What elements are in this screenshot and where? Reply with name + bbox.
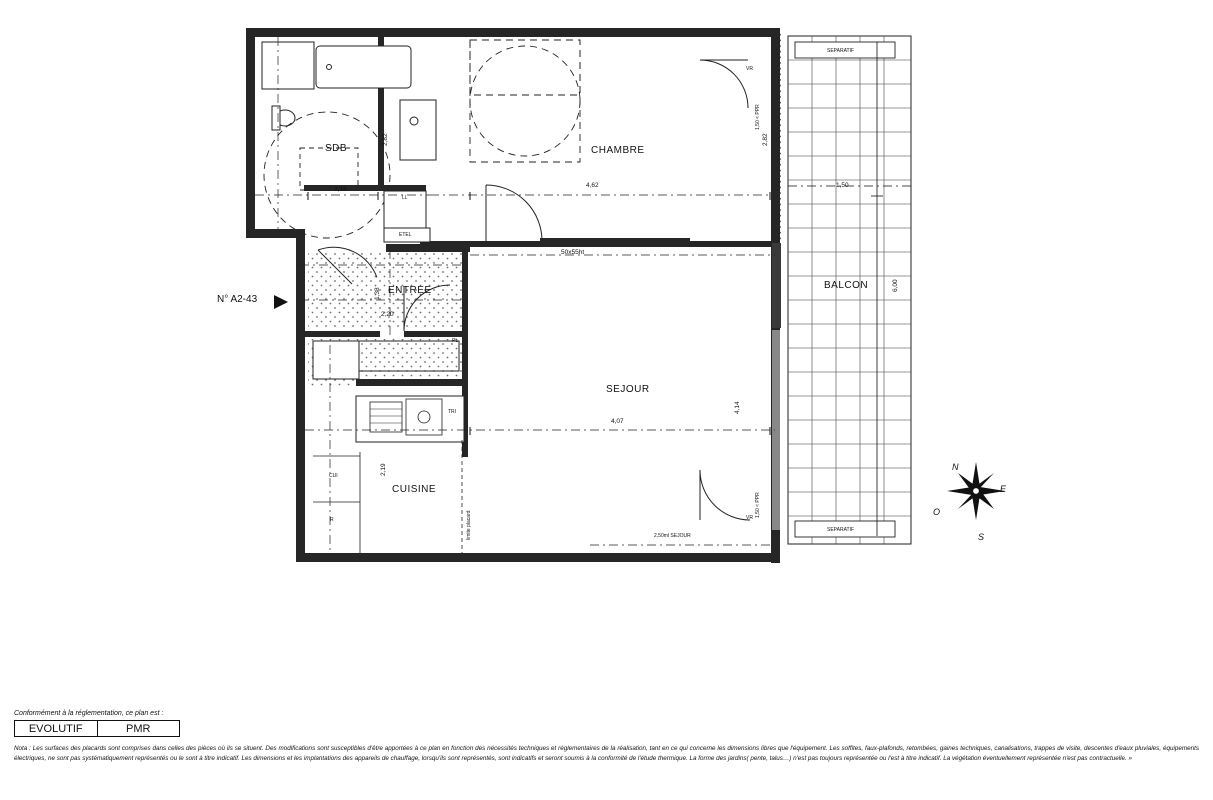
annotation-separatif-top: SEPARATIF (827, 48, 855, 54)
legal-nota-text: Nota : Les surfaces des placards sont comprises dans celles des pièces où ils se situent. Des modifications sont susceptibles d'être apportées à ce plan en fonction des nécessités techniques et réglementaires de la réalisation, tant en ce qui concerne les dimensions libres que l'équipement. Les soffites, faux-plafonds, retombées, gaines techniques, canalisations, trappes de visite, descentes d'eaux pluviales, équipements électriques, ne sont pas systématiquement représentés ou le sont à titre indicatif. Les dimensions et les implantations des appareils de chauffage, lorsqu'ils sont représentés, sont indicatifs et seront soumis à la conformité de l'étude thermique. La forme des jardins( pente, talus…) n'est pas toujours représentée ou l'est à titre indicatif. La végétation éventuellement représentée n'est pas contractuelle. » (14, 745, 1199, 763)
annotation-r: R (330, 517, 334, 523)
room-label-balcon: BALCON (824, 280, 869, 291)
annotation-separatif-bottom: SEPARATIF (827, 527, 855, 533)
annotation-vr-top: VR (746, 66, 753, 72)
badge-pmr: PMR (97, 721, 180, 736)
bedroom-furniture (470, 40, 580, 162)
dimension-chambre-height: 2,82 (762, 133, 769, 146)
dimension-sejour-width: 4,07 (611, 418, 624, 425)
annotation-cui: CUI (329, 473, 338, 479)
interior-partitions (304, 37, 771, 457)
room-label-entree: ENTREE (388, 285, 432, 296)
room-label-chambre: CHAMBRE (591, 145, 645, 156)
dimension-sdb-width: 2,33 (334, 186, 347, 193)
room-label-cuisine: CUISINE (392, 484, 437, 495)
room-label-sejour: SEJOUR (606, 384, 650, 395)
annotation-vr-bottom: VR (746, 515, 753, 521)
annotation-ppr-bottom: 1,50 < PPR (755, 492, 761, 518)
dimension-entree-height: 1,38 (374, 287, 381, 300)
dimension-balcon-height: 6,00 (892, 279, 899, 292)
footer (14, 710, 1204, 765)
compass-south-label: S (978, 532, 985, 542)
annotation-ppr-top: 1,50 < PPR (755, 104, 761, 130)
dimension-entree-width: 2,20 (381, 311, 394, 318)
dimension-chambre-width: 4,62 (586, 182, 599, 189)
dimension-sejour-height: 4,14 (734, 401, 741, 414)
dimension-sdb-height: 2,82 (382, 133, 389, 146)
annotation-pl: PL (452, 338, 459, 344)
room-label-sdb: SDB (325, 143, 348, 154)
conformity-badges (14, 720, 180, 737)
compass-east-label: E (1000, 484, 1007, 494)
conformity-intro: Conformément à la réglementation, ce plan est : (14, 710, 164, 717)
dimension-cuisine-height: 2,19 (380, 463, 387, 476)
compass-west-label: O (933, 507, 941, 517)
annotation-etel: ETEL (399, 232, 412, 238)
facade-hatching (772, 30, 781, 530)
badge-evolutif: EVOLUTIF (28, 722, 83, 735)
compass-north-label: N (952, 462, 959, 472)
unit-number-label: N° A2-43 (217, 294, 258, 305)
annotation-tri: TRI (448, 409, 457, 415)
annotation-sejour-length: 2,50ml SEJOUR (654, 533, 691, 539)
annotation-window-size: 50x55ht (561, 249, 585, 256)
annotation-ll: LL (402, 195, 408, 201)
dimension-balcon-width: 1,50 (836, 182, 849, 189)
annotation-limite-placard: limite placard (466, 510, 472, 540)
unit-pointer-icon (274, 295, 288, 309)
